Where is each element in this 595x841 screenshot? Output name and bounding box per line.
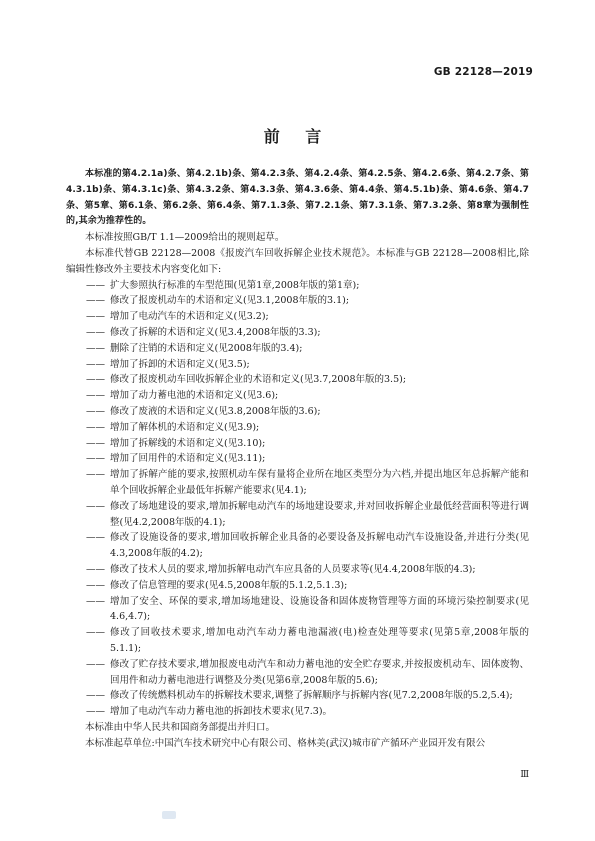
dash-marker: —— — [86, 437, 105, 449]
list-item-text: 扩大参照执行标准的车型范围(见第1章,2008年版的第1章); — [110, 279, 360, 291]
list-item — [66, 625, 529, 657]
list-item — [66, 309, 529, 325]
list-item — [66, 325, 529, 341]
list-item — [66, 357, 529, 373]
list-item-text: 修改了废液的术语和定义(见3.8,2008年版的3.6); — [110, 405, 321, 417]
list-item-text: 修改了设施设备的要求,增加回收拆解企业具备的必要设备及拆解电动汽车设施设备,并进行分类(见4.3,2008年版的4.2); — [110, 532, 529, 560]
list-item-text: 增加了解体机的术语和定义(见3.9); — [110, 421, 260, 433]
dash-marker: —— — [86, 706, 105, 718]
dash-marker: —— — [86, 342, 105, 354]
list-item — [66, 530, 529, 562]
dash-marker: —— — [86, 326, 105, 338]
list-item — [66, 578, 529, 594]
list-item-text: 修改了报废机动车回收拆解企业的术语和定义(见3.7,2008年版的3.5); — [110, 374, 407, 386]
list-item — [66, 436, 529, 452]
list-item — [66, 657, 529, 689]
drafting-units-paragraph: 本标准起草单位:中国汽车技术研究中心有限公司、格林美(武汉)城市矿产循环产业园开发有限公 — [85, 737, 486, 749]
list-item-text: 增加了安全、环保的要求,增加场地建设、设施设备和固体废物管理等方面的环境污染控制要求(见4.6,4.7); — [110, 595, 529, 623]
dash-marker: —— — [86, 453, 105, 465]
list-item-text: 删除了注销的术语和定义(见2008年版的3.4); — [110, 342, 303, 354]
dash-marker: —— — [86, 563, 105, 575]
watermark-stamp — [162, 811, 176, 819]
list-item — [66, 372, 529, 388]
dash-marker: —— — [86, 390, 105, 402]
dash-marker: —— — [86, 532, 105, 544]
dash-marker: —— — [86, 658, 105, 670]
list-item-text: 修改了回收技术要求,增加电动汽车动力蓄电池漏液(电)检查处理等要求(见第5章,2008年版的5.1.1); — [110, 627, 529, 654]
list-item — [66, 704, 529, 720]
dash-marker: —— — [86, 500, 105, 512]
page-number: Ⅲ — [520, 770, 529, 780]
list-item-text: 增加了动力蓄电池的术语和定义(见3.6); — [110, 390, 279, 402]
dash-marker: —— — [86, 421, 105, 433]
dash-marker: —— — [86, 595, 105, 607]
list-item-text: 修改了技术人员的要求,增加拆解电动汽车应具备的人员要求等(见4.4,2008年版的4.3); — [110, 563, 476, 575]
list-item — [66, 451, 529, 467]
list-item-text: 增加了电动汽车的术语和定义(见3.2); — [110, 311, 269, 323]
list-item — [66, 278, 529, 294]
standard-number: GB 22128—2019 — [433, 66, 533, 78]
dash-marker: —— — [86, 469, 105, 481]
list-item — [66, 293, 529, 309]
list-item — [66, 467, 529, 499]
drafting-rule-paragraph: 本标准按照GB/T 1.1—2009给出的规则起草。 — [85, 232, 285, 244]
list-item — [66, 562, 529, 578]
list-item-text: 增加了拆解线的术语和定义(见3.10); — [110, 437, 266, 449]
dash-marker: —— — [86, 690, 105, 702]
page-title: 前 言 — [263, 127, 332, 146]
dash-marker: —— — [86, 405, 105, 417]
dash-marker: —— — [86, 311, 105, 323]
list-item — [66, 688, 529, 704]
list-item — [66, 499, 529, 531]
mandatory-clauses-paragraph: 本标准的第4.2.1a)条、第4.2.1b)条、第4.2.3条、第4.2.4条、第4.2.5条、第4.2.6条、第4.2.7条、第4.3.1b)条、第4.3.1c)条、第4.3.2条、第4.3.3条、第4.3.6条、第4.4条、第4.5.1b)条、第4.6条、第4.7条、第5章、第6.1条、第6.2条、第6.4条、第7.1.3条、第7.2.1条、第7.3.1条、第7.3.2条、第8章为强制性的,其余为推荐性的。 — [66, 169, 529, 227]
dash-marker: —— — [86, 374, 105, 386]
list-item-text: 增加了回用件的术语和定义(见3.11); — [110, 453, 266, 465]
dash-marker: —— — [86, 279, 105, 291]
list-item-text: 修改了拆解的术语和定义(见3.4,2008年版的3.3); — [110, 326, 321, 338]
changes-list — [66, 278, 529, 720]
list-item — [66, 420, 529, 436]
list-item — [66, 388, 529, 404]
proposer-paragraph: 本标准由中华人民共和国商务部提出并归口。 — [85, 721, 276, 733]
list-item-text: 修改了信息管理的要求(见4.5,2008年版的5.1.2,5.1.3); — [110, 579, 348, 591]
list-item-text: 修改了报废机动车的术语和定义(见3.1,2008年版的3.1); — [110, 295, 350, 307]
list-item-text: 修改了传统燃料机动车的拆解技术要求,调整了拆解顺序与拆解内容(见7.2,2008年版的5.2,5.4); — [110, 690, 513, 702]
dash-marker: —— — [86, 295, 105, 307]
list-item-text: 增加了拆解产能的要求,按照机动车保有量将企业所在地区类型分为六档,并提出地区年总拆解产能和单个回收拆解企业最低年拆解产能要求(见4.1); — [110, 469, 529, 496]
dash-marker: —— — [86, 627, 105, 639]
list-item — [66, 594, 529, 626]
replaces-paragraph: 本标准代替GB 22128—2008《报废汽车回收拆解企业技术规范》。本标准与GB 22128—2008相比,除编辑性修改外主要技术内容变化如下: — [66, 247, 529, 275]
dash-marker: —— — [86, 579, 105, 591]
list-item-text: 修改了贮存技术要求,增加报废电动汽车和动力蓄电池的安全贮存要求,并按报废机动车、固体废物、回用件和动力蓄电池进行调整及分类(见第6章,2008年版的5.6); — [110, 658, 529, 686]
foreword-body — [66, 167, 529, 751]
list-item-text: 修改了场地建设的要求,增加拆解电动汽车的场地建设要求,并对回收拆解企业最低经营面积等进行调整(见4.2,2008年版的4.1); — [110, 500, 529, 528]
list-item-text: 增加了拆卸的术语和定义(见3.5); — [110, 358, 250, 370]
list-item-text: 增加了电动汽车动力蓄电池的拆卸技术要求(见7.3)。 — [110, 706, 333, 718]
list-item — [66, 404, 529, 420]
dash-marker: —— — [86, 358, 105, 370]
list-item — [66, 341, 529, 357]
